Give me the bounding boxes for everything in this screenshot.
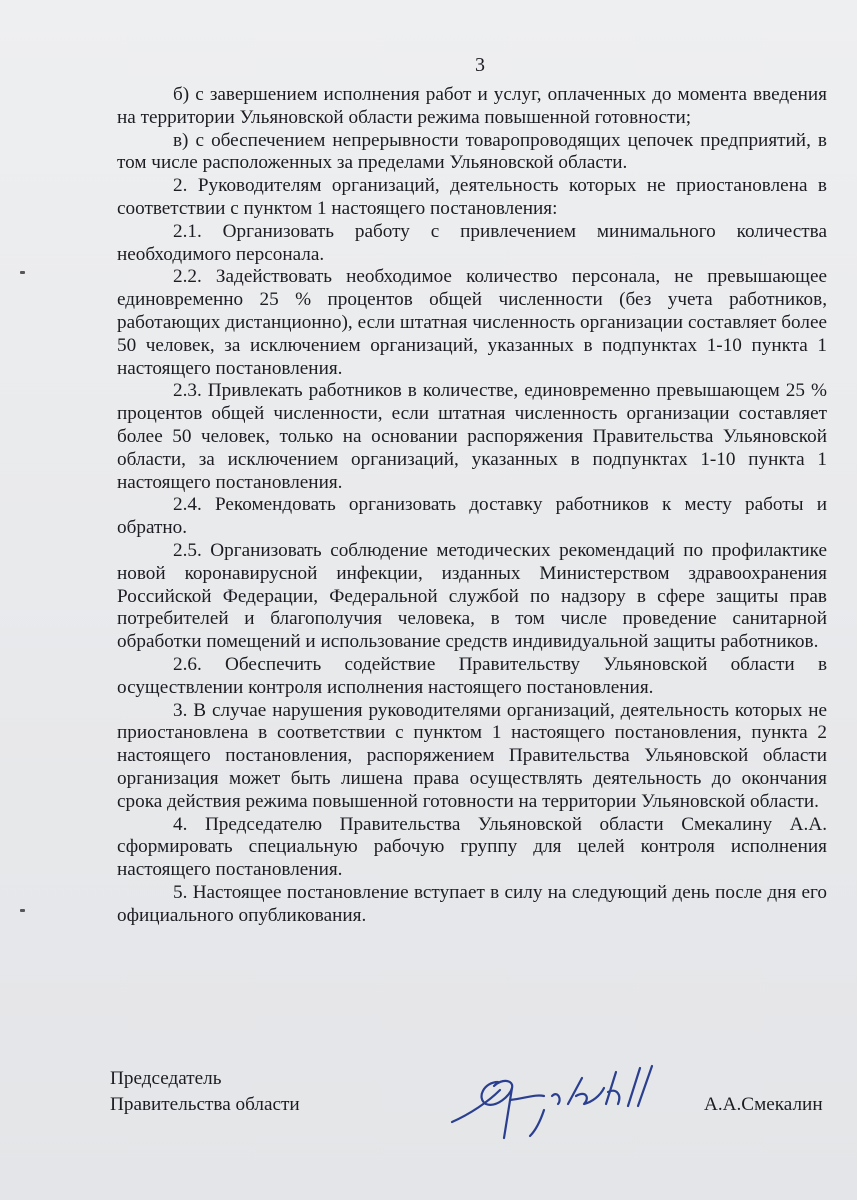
handwritten-signature xyxy=(440,1052,670,1142)
signatory-position-line-1: Председатель xyxy=(110,1068,222,1089)
paragraph-2: 2. Руководителям организаций, деятельность которых не приостановлена в соответствии с пунктом 1 настоящего постановления: xyxy=(117,175,827,219)
signatory-position-line-2: Правительства области xyxy=(110,1094,300,1115)
margin-mark xyxy=(20,909,25,912)
paragraph-2-3: 2.3. Привлекать работников в количестве, единовременно превышающем 25 % процентов общей численности, если штатная численность организации составляет более 50 человек, только на основании распоряжения Правительства Ульяновской области, за исключением организаций, указанных в подпунктах 1-10 пункта 1 настоящего постановления. xyxy=(117,380,827,493)
paragraph-3: 3. В случае нарушения руководителями организаций, деятельность которых не приостановлена в соответствии с пунктом 1 настоящего постановления, пункта 2 настоящего постановления, распоряжением Правительства Ульяновской области организация может быть лишена права осуществлять деятельность до окончания срока действия режима повышенной готовности на территории Ульяновской области. xyxy=(117,699,827,812)
paragraph-2-6: 2.6. Обеспечить содействие Правительству Ульяновской области в осуществлении контроля исполнения настоящего постановления. xyxy=(117,653,827,698)
paragraph-b: б) с завершением исполнения работ и услуг, оплаченных до момента введения на территории Ульяновской области режима повышенной готовности; xyxy=(117,84,827,128)
paragraph-5: 5. Настоящее постановление вступает в силу на следующий день после дня его официального опубликования. xyxy=(117,881,827,926)
paragraph-2-5: 2.5. Организовать соблюдение методических рекомендаций по профилактике новой коронавирусной инфекции, изданных Министерством здравоохранения Российской Федерации, Федеральной службой по надзору в сфере защиты прав потребителей и благополучия человека, в том числе проведение санитарной обработки помещений и использование средств индивидуальной защиты работников. xyxy=(117,539,827,653)
paragraph-2-2: 2.2. Задействовать необходимое количество персонала, не превышающее единовременно 25 % процентов общей численности (без учета работников, работающих дистанционно), если штатная численность организации составляет более 50 человек, за исключением организаций, указанных в подпунктах 1-10 пункта 1 настоящего постановления. xyxy=(117,266,827,379)
paragraph-v: в) с обеспечением непрерывности товаропроводящих цепочек предприятий, в том числе расположенных за пределами Ульяновской области. xyxy=(117,129,827,174)
signatory-name: А.А.Смекалин xyxy=(704,1094,823,1115)
paragraph-2-4: 2.4. Рекомендовать организовать доставку работников к месту работы и обратно. xyxy=(117,494,827,539)
document-body xyxy=(117,84,827,927)
paragraph-2-1: 2.1. Организовать работу с привлечением минимального количества необходимого персонала. xyxy=(117,220,827,265)
signatory-position xyxy=(110,1066,300,1118)
margin-mark xyxy=(20,271,25,274)
page-number: 3 xyxy=(475,54,485,76)
paragraph-4: 4. Председателю Правительства Ульяновской области Смекалину А.А. сформировать специальную рабочую группу для целей контроля исполнения настоящего постановления. xyxy=(117,813,827,881)
